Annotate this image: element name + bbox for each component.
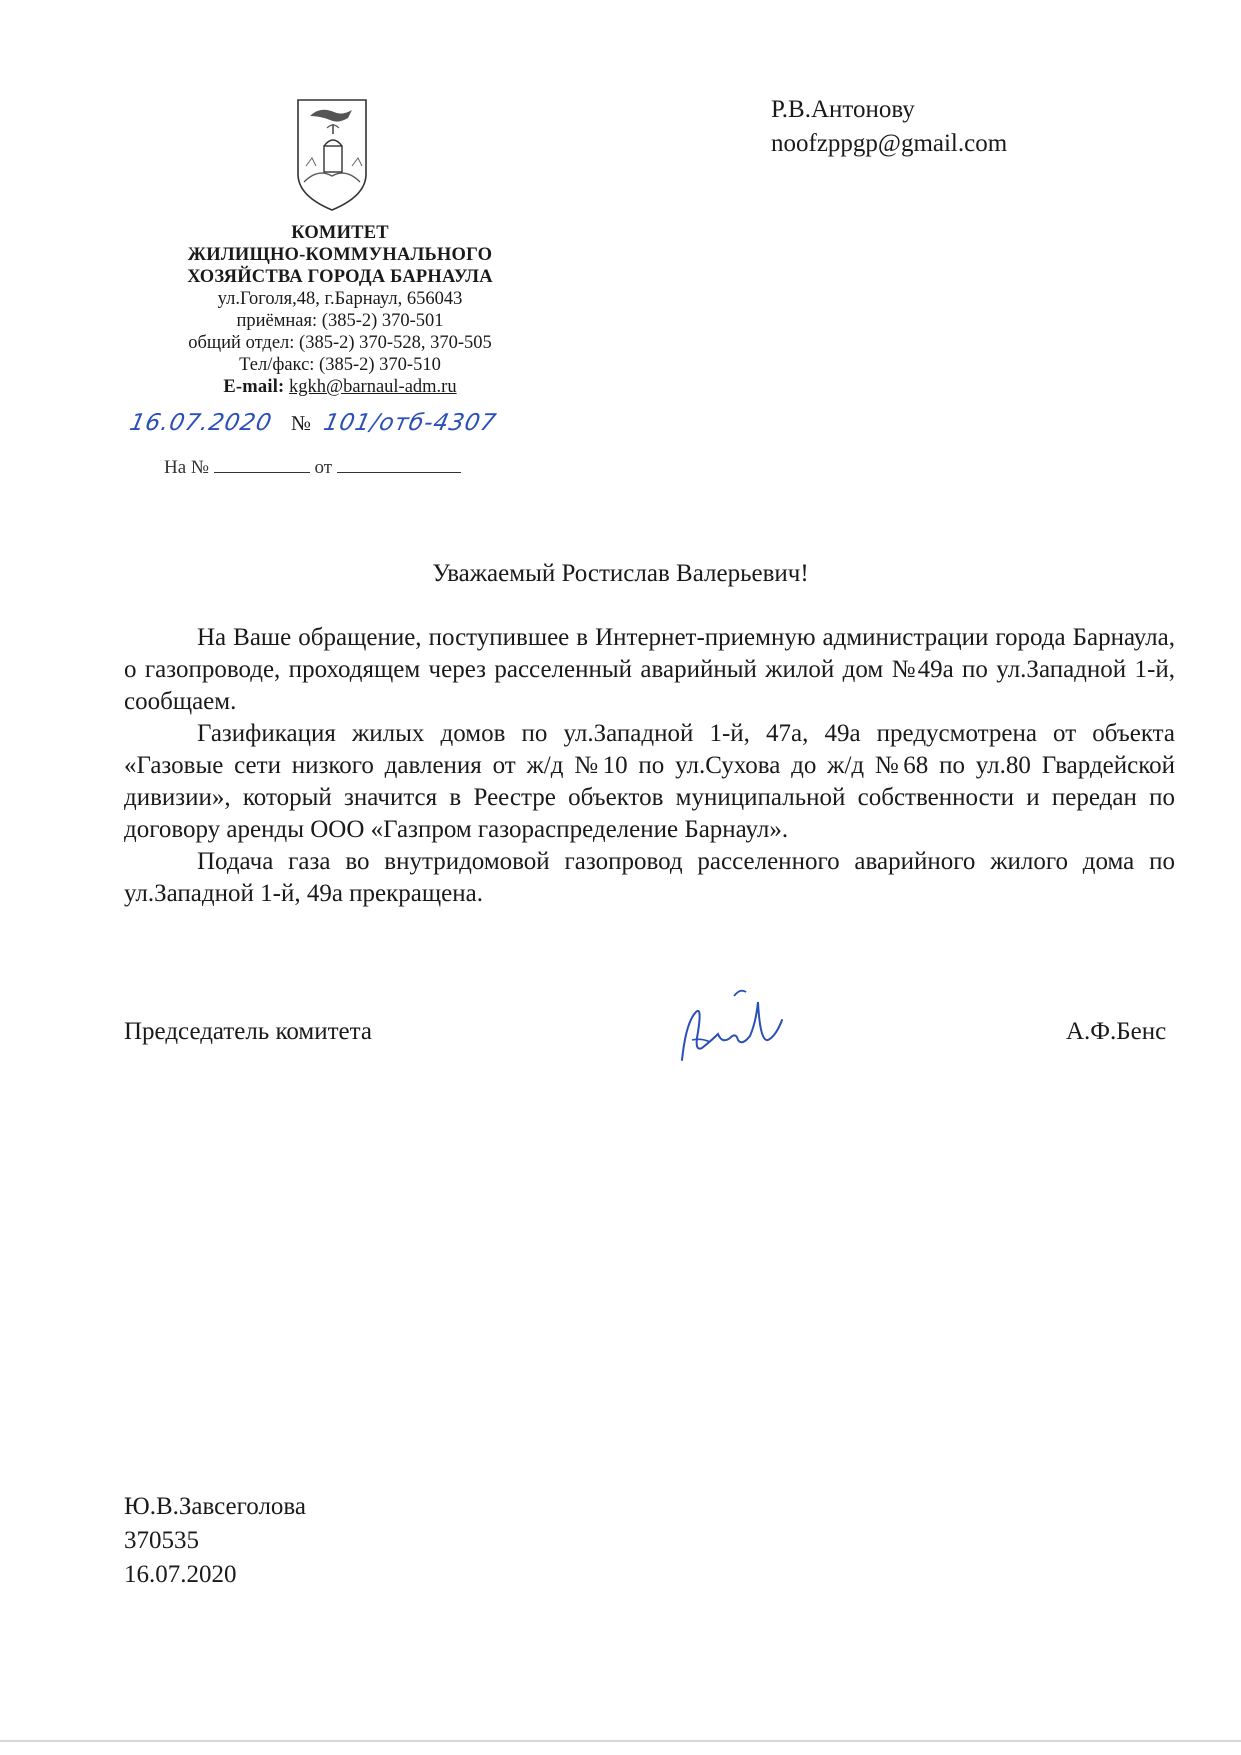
- reply-date-blank: [337, 454, 461, 473]
- reply-reference-line: [164, 454, 461, 479]
- organization-header: [140, 222, 540, 398]
- org-name-line: ХОЗЯЙСТВА ГОРОДА БАРНАУЛА: [187, 267, 493, 287]
- body-paragraph: Подача газа во внутридомовой газопровод расселенного аварийного жилого дома по ул.Западной 1-й, 49а прекращена.: [124, 848, 1175, 907]
- addressee-block: [771, 93, 1007, 161]
- executor-block: [124, 1490, 306, 1592]
- body-paragraph: На Ваше обращение, поступившее в Интернет-приемную администрации города Барнаула, о газопроводе, проходящем через расселенный аварийный жилой дом №49а по ул.Западной 1-й, сообщаем.: [124, 624, 1175, 715]
- reply-from-label: от: [314, 457, 333, 478]
- reply-number-label: На №: [164, 457, 210, 478]
- signer-title: Председатель комитета: [124, 1018, 372, 1045]
- org-email-row: [140, 376, 540, 398]
- registration-line: [127, 410, 610, 444]
- org-email-link[interactable]: kgkh@barnaul-adm.ru: [289, 377, 457, 397]
- executor-phone: 370535: [124, 1527, 199, 1554]
- salutation: Уважаемый Ростислав Валерьевич!: [432, 560, 809, 587]
- executor-name: Ю.В.Завсеголова: [124, 1493, 306, 1520]
- registration-date: 16.07.2020: [127, 410, 275, 436]
- handwritten-signature-icon: [672, 982, 802, 1072]
- body-paragraph: Газификация жилых домов по ул.Западной 1-й, 47а, 49а предусмотрена от объекта «Газовые сети низкого давления от ж/д №10 по ул.Сухова до ж/д №68 по ул.80 Гвардейской дивизии», который значится в Реестре объектов муниципальной собственности и передан по договору аренды ООО «Газпром газораспределение Барнаул».: [124, 720, 1175, 843]
- registration-number: 101/отб-4307: [321, 410, 500, 436]
- reply-number-blank: [214, 454, 310, 473]
- org-reception-phone: приёмная: (385-2) 370-501: [236, 311, 444, 331]
- executor-date: 16.07.2020: [124, 1561, 237, 1588]
- org-name-line: ЖИЛИЩНО-КОММУНАЛЬНОГО: [187, 245, 493, 265]
- org-fax: Тел/факс: (385-2) 370-510: [239, 355, 441, 375]
- org-address: ул.Гоголя,48, г.Барнаул, 656043: [217, 289, 463, 309]
- email-label: E-mail:: [223, 377, 285, 397]
- city-coat-of-arms-icon: [294, 96, 370, 214]
- org-name-line: КОМИТЕТ: [291, 223, 389, 243]
- addressee-name: Р.В.Антонову: [771, 96, 915, 123]
- org-general-dept-phone: общий отдел: (385-2) 370-528, 370-505: [188, 333, 492, 353]
- registration-number-label: №: [290, 411, 311, 435]
- signer-name: А.Ф.Бенс: [1066, 1018, 1167, 1045]
- page-bottom-edge: [0, 1740, 1241, 1742]
- letter-body: [124, 622, 1175, 910]
- addressee-email: noofzppgp@gmail.com: [771, 130, 1008, 157]
